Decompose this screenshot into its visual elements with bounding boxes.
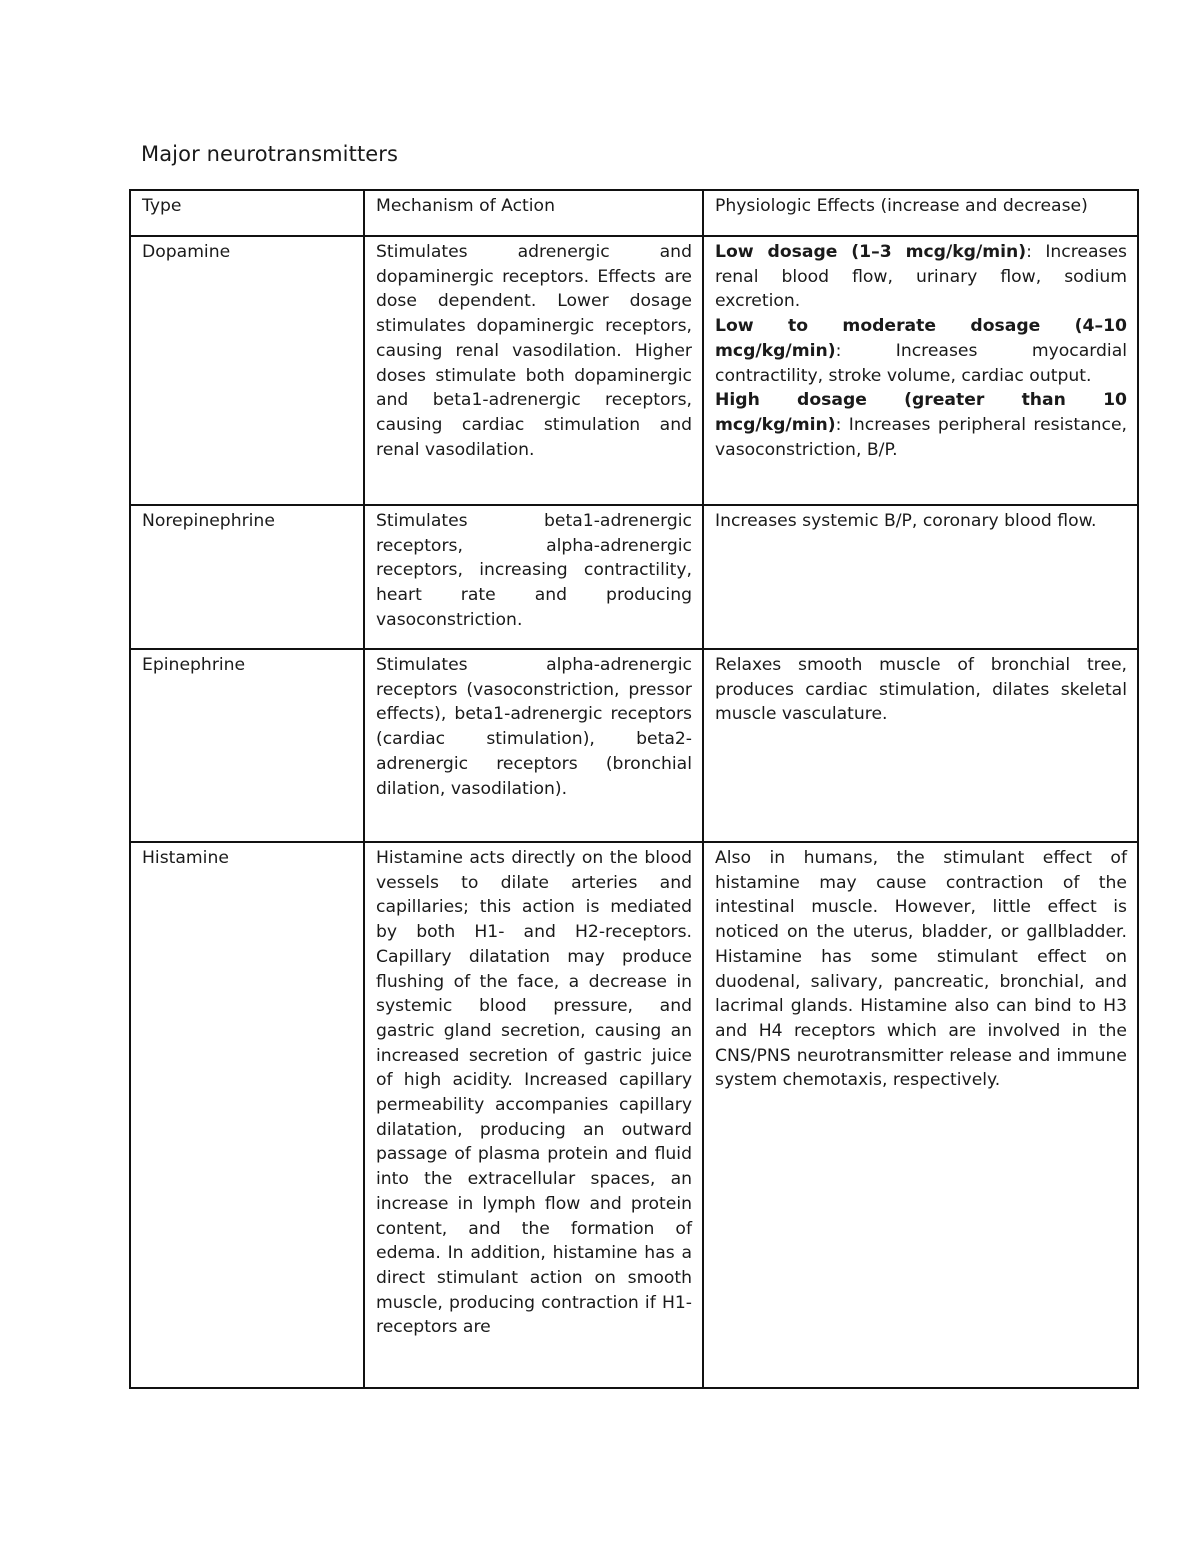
dosage-text: : Increases renal blood flow, urinary flow, sodium excretion. xyxy=(715,242,1128,312)
cell-mechanism: Histamine acts directly on the blood vessels to dilate arteries and capillaries; this action is mediated by both H1- and H2-receptors. Capillary dilatation may produce flushing of the face, a decrease in systemic blood pressure, and gastric gland secretion, causing an increased secretion of gastric juice of high acidity. Increased capillary permeability accompanies capillary dilatation, producing an outward passage of plasma protein and fluid into the extracellular spaces, an increase in lymph flow and protein content, and the formation of edema. In addition, histamine has a direct stimulant action on smooth muscle, producing contraction if H1-receptors are xyxy=(364,842,703,1388)
cell-type: Dopamine xyxy=(130,236,364,505)
cell-type: Epinephrine xyxy=(130,649,364,842)
dosage-text: : Increases myocardial contractility, stroke volume, cardiac output. xyxy=(715,340,1127,386)
table-row-norepinephrine xyxy=(130,505,1138,649)
dosage-label: Low dosage (1–3 mcg/kg/min) xyxy=(715,242,1027,262)
neurotransmitter-table xyxy=(129,189,1139,1389)
header-effects: Physiologic Effects (increase and decrease) xyxy=(703,190,1138,236)
cell-effects: Also in humans, the stimulant effect of histamine may cause contraction of the intestinal muscle. However, little effect is noticed on the uterus, bladder, or gallbladder. Histamine has some stimulant effect on duodenal, salivary, pancreatic, bronchial, and lacrimal glands. Histamine also can bind to H3 and H4 receptors which are involved in the CNS/PNS neurotransmitter release and immune system chemotaxis, respectively. xyxy=(703,842,1138,1388)
table-row-dopamine xyxy=(130,236,1138,505)
page-title: Major neurotransmitters xyxy=(141,142,399,166)
cell-mechanism: Stimulates adrenergic and dopaminergic receptors. Effects are dose dependent. Lower dosage stimulates dopaminergic receptors, causing renal vasodilation. Higher doses stimulate both dopaminergic and beta1-adrenergic receptors, causing cardiac stimulation and renal vasodilation. xyxy=(364,236,703,505)
table-header-row xyxy=(130,190,1138,236)
dosage-effect-high xyxy=(715,388,1127,462)
dosage-effect-moderate xyxy=(715,314,1127,388)
dosage-label: Low to moderate dosage (4–10 mcg/kg/min) xyxy=(715,316,1127,361)
header-mechanism: Mechanism of Action xyxy=(364,190,703,236)
cell-effects: Increases systemic B/P, coronary blood flow. xyxy=(703,505,1138,649)
table-row-epinephrine xyxy=(130,649,1138,842)
cell-type: Histamine xyxy=(130,842,364,1388)
cell-type: Norepinephrine xyxy=(130,505,364,649)
dosage-label: High dosage (greater than 10 mcg/kg/min) xyxy=(715,390,1127,435)
cell-effects: Relaxes smooth muscle of bronchial tree, produces cardiac stimulation, dilates skeletal muscle vasculature. xyxy=(703,649,1138,842)
cell-mechanism: Stimulates alpha-adrenergic receptors (vasoconstriction, pressor effects), beta1-adrenergic receptors (cardiac stimulation), beta2-adrenergic receptors (bronchial dilation, vasodilation). xyxy=(364,649,703,842)
cell-mechanism: Stimulates beta1-adrenergic receptors, alpha-adrenergic receptors, increasing contractility, heart rate and producing vasoconstriction. xyxy=(364,505,703,649)
dosage-text: : Increases peripheral resistance, vasoconstriction, B/P. xyxy=(715,414,1127,460)
table-row-histamine xyxy=(130,842,1138,1388)
dosage-effect-low xyxy=(715,240,1127,314)
cell-effects xyxy=(703,236,1138,505)
header-type: Type xyxy=(130,190,364,236)
